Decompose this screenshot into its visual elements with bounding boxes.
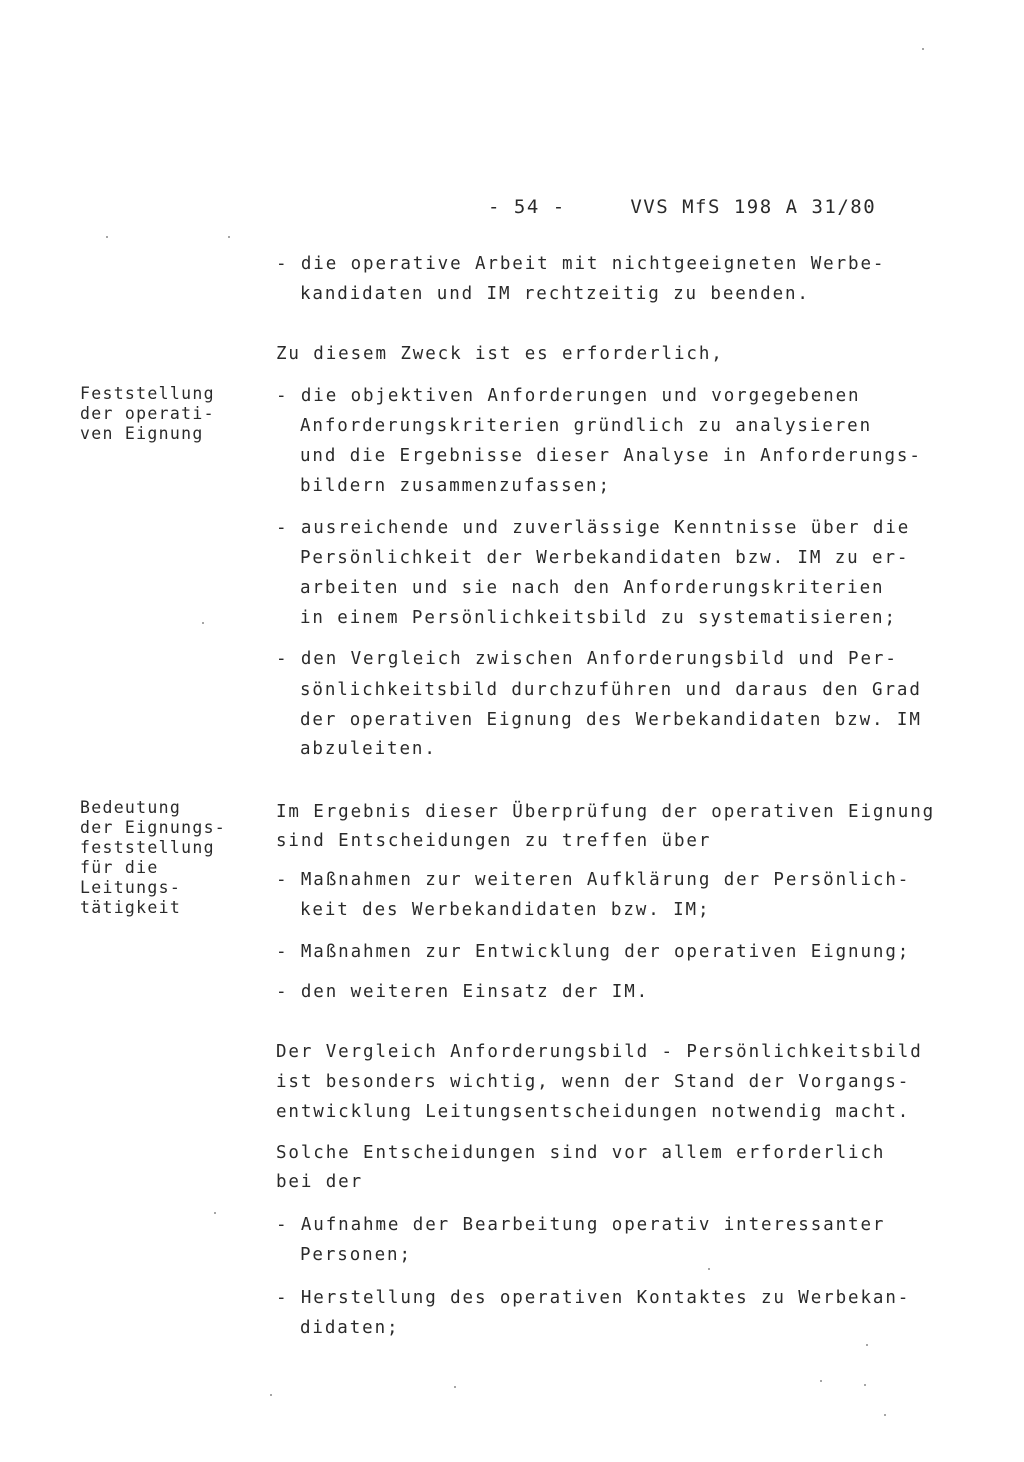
scan-speck bbox=[922, 48, 924, 50]
text-line: - die objektiven Anforderungen und vorgegebenen bbox=[276, 386, 861, 406]
text-line: ist besonders wichtig, wenn der Stand der Vorgangs- bbox=[276, 1072, 911, 1092]
scan-speck bbox=[864, 1384, 866, 1386]
text-line: kandidaten und IM rechtzeitig zu beenden. bbox=[300, 284, 810, 304]
text-line: Personen; bbox=[300, 1245, 412, 1265]
text-line: - den weiteren Einsatz der IM. bbox=[276, 982, 650, 1002]
text-line: - den Vergleich zwischen Anforderungsbild und Per- bbox=[276, 649, 898, 669]
text-line: entwicklung Leitungsentscheidungen notwendig macht. bbox=[276, 1102, 911, 1122]
margin-line: Bedeutung bbox=[80, 798, 182, 817]
text-line: Solche Entscheidungen sind vor allem erforderlich bbox=[276, 1143, 886, 1163]
margin-line: ven Eignung bbox=[80, 424, 204, 443]
text-line: - Maßnahmen zur weiteren Aufklärung der Persönlich- bbox=[276, 870, 911, 890]
margin-line: der Eignungs- bbox=[80, 818, 227, 837]
text-line: - Maßnahmen zur Entwicklung der operativen Eignung; bbox=[276, 942, 911, 962]
text-line: didaten; bbox=[300, 1318, 400, 1338]
text-line: - ausreichende und zuverlässige Kenntnisse über die bbox=[276, 518, 911, 538]
text-line: - Herstellung des operativen Kontaktes zu Werbekan- bbox=[276, 1288, 911, 1308]
margin-line: der operati- bbox=[80, 404, 215, 423]
text-line: in einem Persönlichkeitsbild zu systematisieren; bbox=[300, 608, 897, 628]
margin-note-bedeutung bbox=[80, 798, 226, 918]
text-line: Persönlichkeit der Werbekandidaten bzw. IM zu er- bbox=[300, 548, 910, 568]
scan-speck bbox=[866, 1344, 868, 1346]
text-line: sönlichkeitsbild durchzuführen und daraus den Grad bbox=[300, 680, 922, 700]
text-line: keit des Werbekandidaten bzw. IM; bbox=[300, 900, 711, 920]
margin-line: für die bbox=[80, 858, 159, 877]
text-line: abzuleiten. bbox=[300, 739, 437, 759]
page-number: - 54 - bbox=[488, 196, 566, 218]
text-line: bildern zusammenzufassen; bbox=[300, 476, 611, 496]
scan-speck bbox=[214, 1212, 216, 1214]
margin-line: tätigkeit bbox=[80, 898, 182, 917]
margin-line: Feststellung bbox=[80, 384, 215, 403]
text-line: Zu diesem Zweck ist es erforderlich, bbox=[276, 344, 724, 364]
text-line: sind Entscheidungen zu treffen über bbox=[276, 831, 712, 851]
text-line: bei der bbox=[276, 1172, 364, 1192]
scan-speck bbox=[202, 622, 204, 624]
margin-line: feststellung bbox=[80, 838, 215, 857]
text-line: Im Ergebnis dieser Überprüfung der operativen Eignung bbox=[276, 802, 936, 822]
page-header bbox=[488, 196, 876, 218]
text-line: arbeiten und sie nach den Anforderungskriterien bbox=[300, 578, 885, 598]
scan-speck bbox=[884, 1414, 886, 1416]
scan-speck bbox=[270, 1394, 272, 1396]
scan-speck bbox=[454, 1386, 456, 1388]
scan-speck bbox=[228, 236, 230, 238]
document-reference: VVS MfS 198 A 31/80 bbox=[630, 196, 877, 218]
text-line: Anforderungskriterien gründlich zu analysieren bbox=[300, 416, 873, 436]
margin-line: Leitungs- bbox=[80, 878, 182, 897]
text-line: und die Ergebnisse dieser Analyse in Anforderungs- bbox=[300, 446, 922, 466]
text-line: - die operative Arbeit mit nichtgeeigneten Werbe- bbox=[276, 254, 886, 274]
text-line: der operativen Eignung des Werbekandidaten bzw. IM bbox=[300, 710, 922, 730]
scan-speck bbox=[820, 1380, 822, 1382]
margin-note-feststellung bbox=[80, 384, 215, 444]
text-line: Der Vergleich Anforderungsbild - Persönlichkeitsbild bbox=[276, 1042, 923, 1062]
scan-speck bbox=[106, 236, 108, 238]
text-line: - Aufnahme der Bearbeitung operativ interessanter bbox=[276, 1215, 886, 1235]
scan-speck bbox=[708, 1268, 710, 1270]
